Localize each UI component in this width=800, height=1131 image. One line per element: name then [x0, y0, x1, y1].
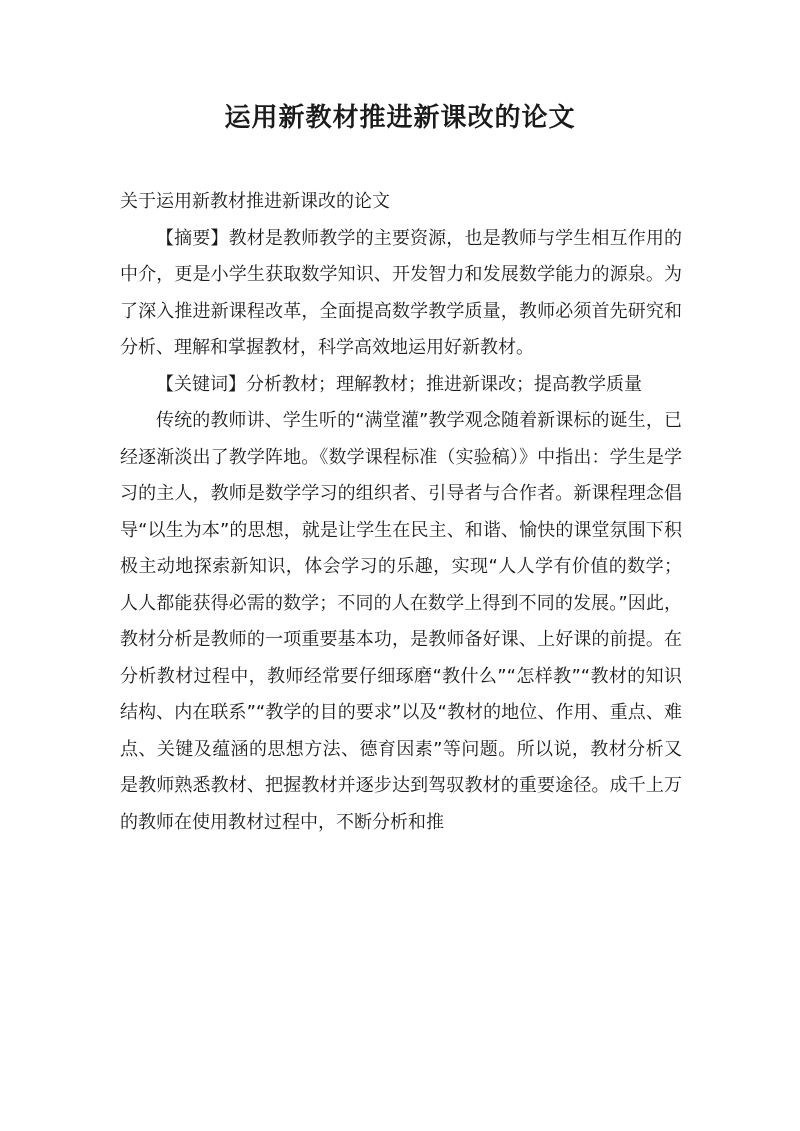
keywords-paragraph: 【关键词】分析教材；理解教材；推进新课改；提高教学质量	[156, 373, 642, 395]
abstract-paragraph: 【摘要】教材是教师教学的主要资源，也是教师与学生相互作用的中介，更是小学生获取数学知识、开发智力和发展数学能力的源泉。为了深入推进新课程改革，全面提高数学教学质量，教师必须首先研究和分析、理解和掌握教材，科学高效地运用好新教材。	[120, 227, 682, 358]
document-title: 运用新教材推进新课改的论文	[224, 103, 576, 133]
subtitle-paragraph: 关于运用新教材推进新课改的论文	[120, 191, 390, 212]
body-paragraph: 传统的教师讲、学生听的“满堂灌”教学观念随着新课标的诞生，已经逐渐淡出了教学阵地。《数学课程标准（实验稿）》中指出：学生是学习的主人，教师是数学学习的组织者、引导者与合作者。新课程理念倡导“以生为本”的思想，就是让学生在民主、和谐、愉快的课堂氛围下积极主动地探索新知识，体会学习的乐趣，实现“人人学有价值的数学；人人都能获得必需的数学；不同的人在数学上得到不同的发展。”因此，教材分析是教师的一项重要基本功，是教师备好课、上好课的前提。在分析教材过程中，教师经常要仔细琢磨“教什么”“怎样教”“教材的知识结构、内在联系”“教学的目的要求”以及“教材的地位、作用、重点、难点、关键及蕴涵的思想方法、德育因素”等问题。所以说，教材分析又是教师熟悉教材、把握教材并逐步达到驾驭教材的重要途径。成千上万的教师在使用教材过程中，不断分析和推	[120, 410, 682, 833]
document-body	[120, 184, 682, 841]
